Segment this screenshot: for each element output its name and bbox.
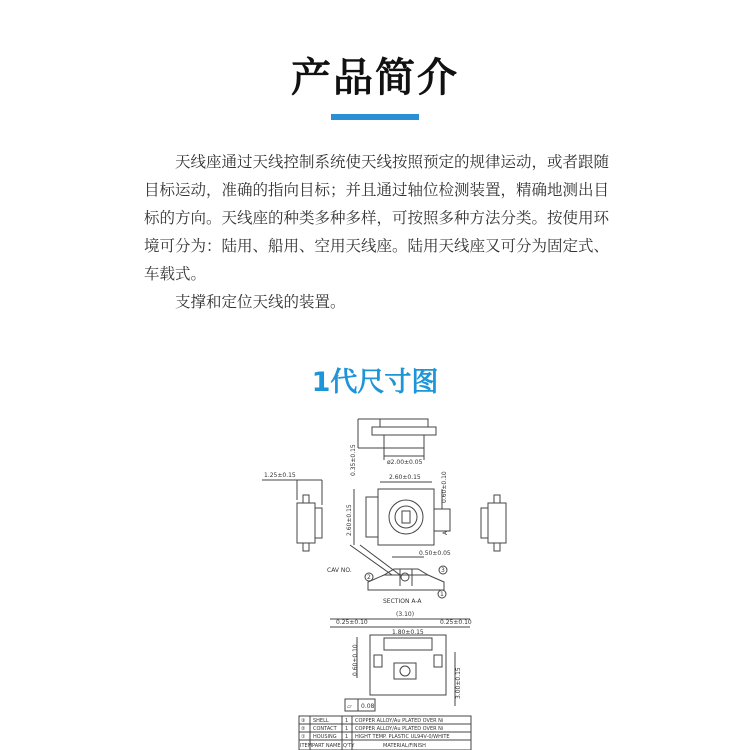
bottom-right-label: 0.25±0.10 bbox=[440, 619, 472, 626]
left-width-label: 1.25±0.15 bbox=[264, 472, 296, 479]
table-row-1-name: SHELL bbox=[313, 718, 329, 724]
table-header-qty: Q'TY bbox=[343, 743, 355, 749]
section-label: SECTION A-A bbox=[383, 598, 422, 605]
table-header-material: MATERIAL/FINISH bbox=[383, 743, 426, 749]
section-mark: A bbox=[442, 530, 449, 535]
intro-paragraph-2: 支撑和定位天线的装置。 bbox=[175, 293, 346, 311]
top-view-cap bbox=[380, 419, 428, 427]
table-row-2-qty: 1 bbox=[345, 726, 349, 732]
cav-label: CAV NO. bbox=[327, 567, 352, 574]
intro-paragraph-1: 天线座通过天线控制系统使天线按照预定的规律运动，或者跟随目标运动，准确的指向目标；并且通过轴位检测装置，精确地测出目标的方向。天线座的种类多种多样，可按照多种方法分类。按使用环境可分为：陆用、船用、空用天线座。陆用天线座又可分为固定式、车载式。 bbox=[144, 153, 610, 283]
bottom-total-label: (3.10) bbox=[396, 611, 415, 618]
top-view-base bbox=[384, 435, 424, 448]
front-view-center bbox=[389, 500, 423, 534]
table-row-3-material: HIGHT TEMP. PLASTIC UL94V-0/WHITE bbox=[355, 734, 450, 740]
top-diameter-label: ø2.00±0.05 bbox=[387, 459, 423, 466]
callout-3: 3 bbox=[441, 567, 445, 574]
table-header-item: ITEM bbox=[300, 743, 313, 749]
table-row-3-name: HOUSING bbox=[313, 734, 337, 740]
section-title: 1代尺寸图 bbox=[311, 367, 439, 398]
left-view-body bbox=[297, 503, 315, 543]
top-height-label: 0.35±0.15 bbox=[350, 444, 357, 476]
table-row-2-material: COPPER ALLOY/Au PLATED OVER Ni bbox=[355, 726, 444, 732]
flatness-label: 0.08 bbox=[361, 703, 375, 710]
section-view bbox=[368, 569, 444, 590]
bottom-inner-label: 1.80±0.15 bbox=[392, 629, 424, 636]
table-row-1-qty: 1 bbox=[345, 718, 349, 724]
bottom-view-body bbox=[370, 635, 446, 695]
page-title: 产品简介 bbox=[291, 55, 459, 101]
flatness-icon: ▱ bbox=[347, 703, 352, 710]
front-width-label: 2.60±0.15 bbox=[389, 474, 421, 481]
table-row-2-name: CONTACT bbox=[313, 726, 337, 732]
table-header-name: PART NAME bbox=[312, 743, 341, 749]
front-height-label: 2.60±0.15 bbox=[346, 504, 353, 536]
table-row-3-qty: 1 bbox=[345, 734, 349, 740]
callout-2: 2 bbox=[367, 574, 371, 581]
right-height-label: 0.60±0.10 bbox=[441, 471, 448, 503]
front-view-body bbox=[378, 489, 434, 545]
table-row-1-item: ③ bbox=[301, 718, 306, 724]
bottom-left-label: 0.25±0.10 bbox=[336, 619, 368, 626]
table-row-1-material: COPPER ALLOY/Au PLATED OVER Ni bbox=[355, 718, 444, 724]
bottom-height-right-label: 3.00±0.15 bbox=[455, 667, 462, 699]
right-view-body bbox=[488, 503, 506, 543]
pin-width-label: 0.50±0.05 bbox=[419, 550, 451, 557]
table-row-3-item: ① bbox=[301, 734, 306, 740]
table-row-2-item: ② bbox=[301, 726, 306, 732]
callout-1: 1 bbox=[440, 591, 444, 598]
bottom-height-left-label: 0.60±0.10 bbox=[352, 644, 359, 676]
top-view-body bbox=[372, 427, 436, 435]
